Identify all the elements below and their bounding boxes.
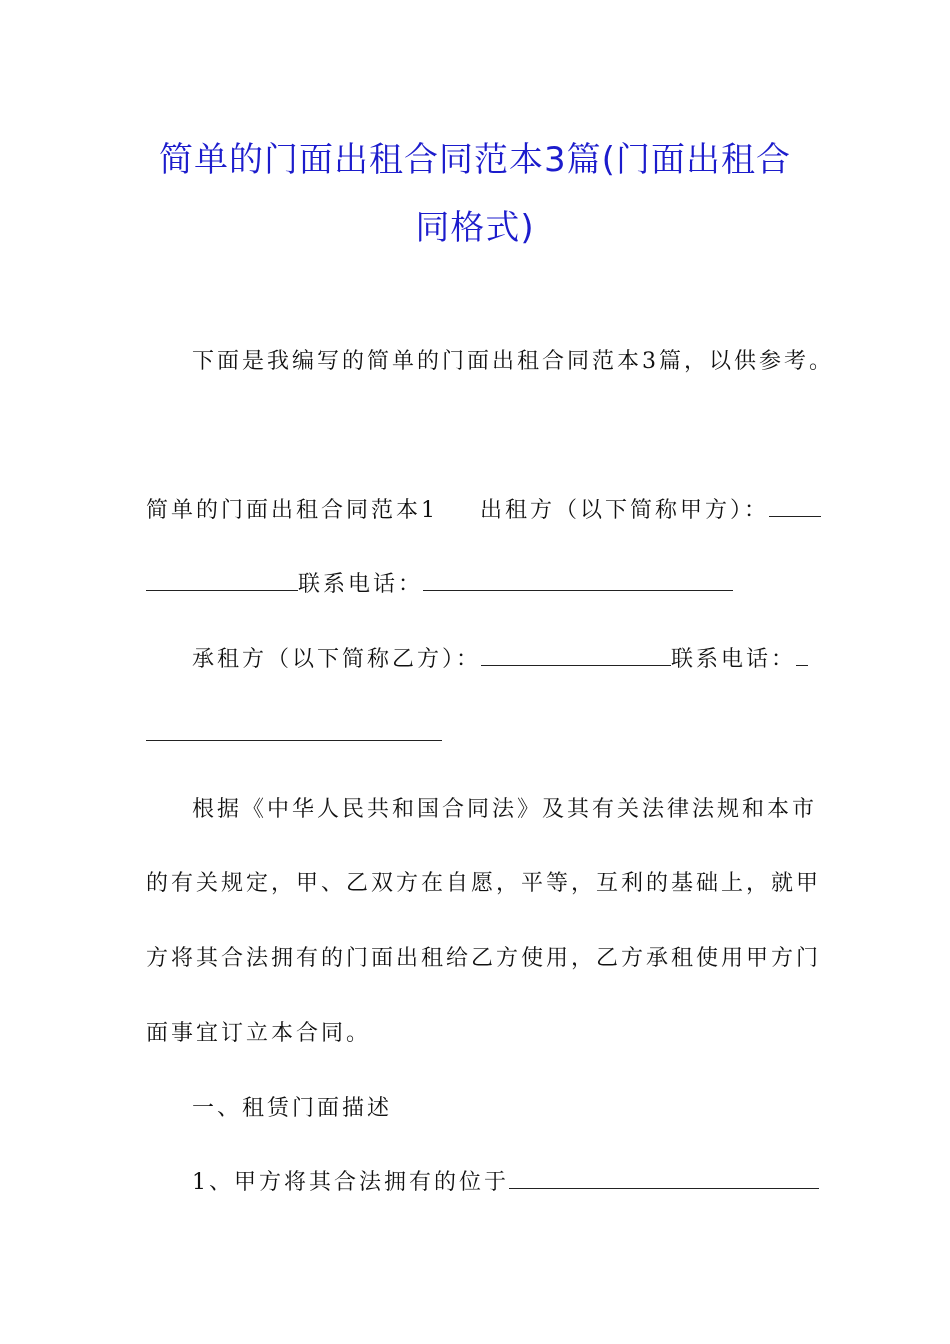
lessee-phone-blank [796, 645, 808, 666]
intro-paragraph: 下面是我编写的简单的门面出租合同范本3篇，以供参考。 [192, 349, 834, 374]
lessor-line [146, 496, 821, 526]
paragraph-1-line-3: 方将其合法拥有的门面出租给乙方使用，乙方承租使用甲方门 [146, 946, 822, 971]
document-title-line-2: 同格式) [415, 208, 535, 248]
location-blank [509, 1168, 819, 1189]
lessor-contact-label: 联系电话： [298, 572, 424, 597]
document-title-line-1: 简单的门面出租合同范本3篇(门面出租合 [159, 140, 791, 180]
lessor-name-blank-continued [146, 570, 298, 591]
lessee-line [192, 645, 808, 675]
sample1-heading: 简单的门面出租合同范本1 [146, 498, 438, 523]
lessor-label: 出租方（以下简称甲方）： [480, 498, 770, 523]
lessor-name-blank [769, 496, 821, 517]
lessee-phone-blank-continued [146, 720, 442, 741]
lessor-phone-blank [423, 570, 733, 591]
paragraph-1-line-2: 的有关规定，甲、乙双方在自愿，平等，互利的基础上，就甲 [146, 871, 822, 896]
section-1-heading: 一、租赁门面描述 [192, 1096, 393, 1121]
lessee-contact-label: 联系电话： [671, 647, 797, 672]
lessee-phone-continued-line [146, 720, 442, 750]
item-1-line [192, 1168, 819, 1198]
lessee-name-blank [481, 645, 671, 666]
paragraph-1-line-4: 面事宜订立本合同。 [146, 1021, 372, 1046]
item-1-text: 1、甲方将其合法拥有的位于 [192, 1170, 509, 1195]
paragraph-1-line-1: 根据《中华人民共和国合同法》及其有关法律法规和本市 [192, 797, 818, 822]
lessee-label: 承租方（以下简称乙方）： [192, 647, 482, 672]
lessor-contact-line [146, 570, 733, 600]
